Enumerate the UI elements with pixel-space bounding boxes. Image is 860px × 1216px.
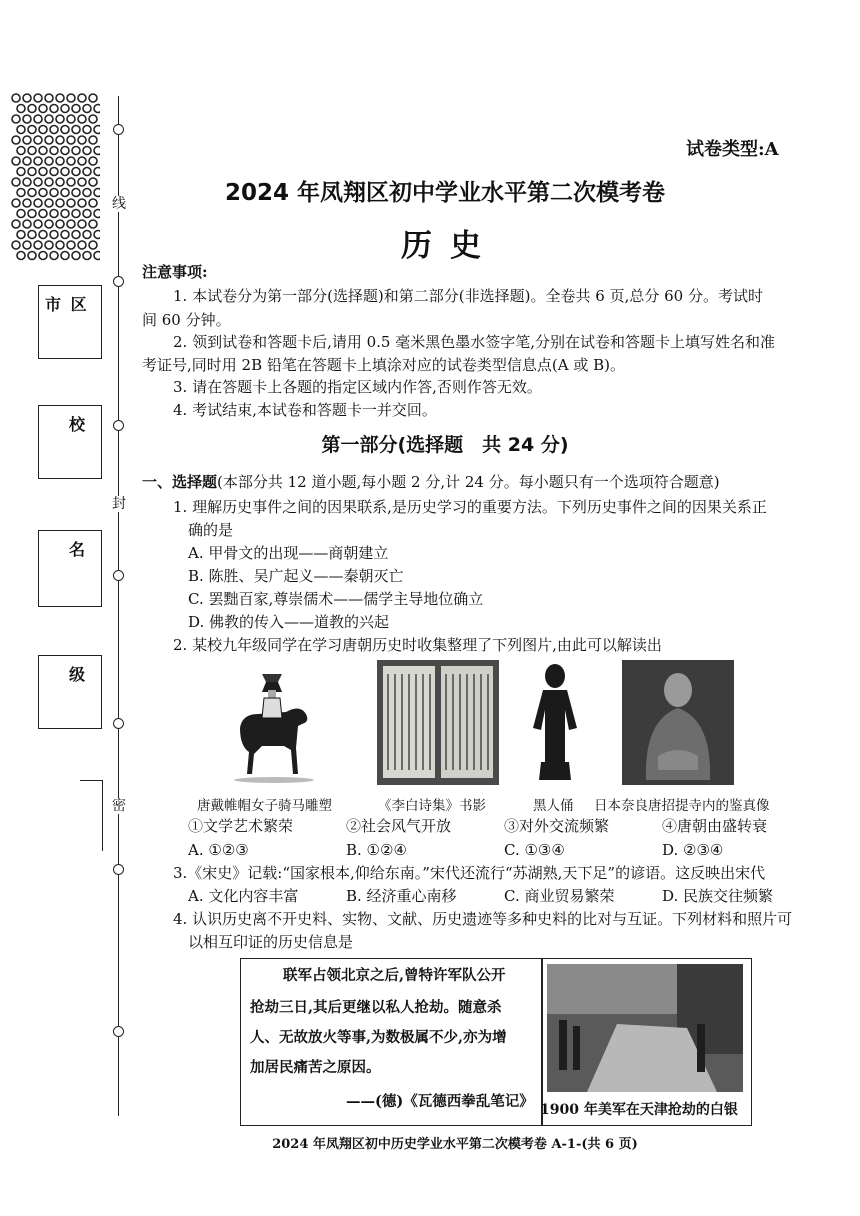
q2-option-b: B. ①②④ <box>346 841 407 859</box>
q3-option-c: C. 商业贸易繁荣 <box>504 887 615 905</box>
jianzhen-statue-image <box>622 660 734 785</box>
q1-stem: 确的是 <box>188 521 234 539</box>
quote-source: ——(德)《瓦德西拳乱笔记》 <box>346 1093 534 1110</box>
field-class <box>38 655 102 729</box>
q1-option-a: A. 甲骨文的出现——商朝建立 <box>188 544 389 562</box>
q1-option-d: D. 佛教的传入——道教的兴起 <box>188 613 390 631</box>
q1-stem: 1. 理解历史事件之间的因果联系,是历史学习的重要方法。下列历史事件之间的因果关系正 <box>173 498 767 516</box>
q2-statement: ④唐朝由盛转衰 <box>662 817 768 835</box>
notice-line: 间 60 分钟。 <box>142 311 231 329</box>
quote-line: 联军占领北京之后,曾特许军队公开 <box>283 967 506 984</box>
q3-option-d: D. 民族交往频繁 <box>662 887 774 905</box>
notice-line: 1. 本试卷分为第一部分(选择题)和第二部分(非选择题)。全卷共 6 页,总分 60 分。考试时 <box>173 287 763 305</box>
q2-stem: 2. 某校九年级同学在学习唐朝历史时收集整理了下列图片,由此可以解读出 <box>173 636 662 654</box>
field-id-corner <box>80 780 103 851</box>
q4-stem: 4. 认识历史离不开史料、实物、文献、历史遗迹等多种史料的比对与互证。下列材料和照片可 <box>173 910 793 928</box>
field-district <box>38 285 102 359</box>
field-class-label: 级 <box>69 665 88 684</box>
q2-option-c: C. ①③④ <box>504 841 565 859</box>
black-figurine-image <box>525 662 585 784</box>
page-footer: 2024 年凤翔区初中历史学业水平第二次模考卷 A-1-(共 6 页) <box>272 1137 638 1152</box>
subject-title: 历史 <box>401 228 499 264</box>
q2-option-a: A. ①②③ <box>188 841 249 859</box>
binding-mark-secret: 密 <box>112 798 126 814</box>
q4-stem: 以相互印证的历史信息是 <box>188 933 354 951</box>
q1-option-c: C. 罢黜百家,尊崇儒术——儒学主导地位确立 <box>188 590 484 608</box>
image-caption: 日本奈良唐招提寺内的鉴真像 <box>594 798 770 814</box>
section-heading <box>142 472 720 492</box>
q2-option-d: D. ②③④ <box>662 841 724 859</box>
section-note: (本部分共 12 道小题,每小题 2 分,计 24 分。每小题只有一个选项符合题意) <box>217 473 720 491</box>
binding-mark-line: 线 <box>112 196 126 212</box>
quote-line: 人、无故放火等事,为数极属不少,亦为增 <box>250 1029 507 1046</box>
field-district-label: 市 区 <box>45 295 89 314</box>
q2-statement: ③对外交流频繁 <box>504 817 610 835</box>
notice-line: 考证号,同时用 2B 铅笔在答题卡上填涂对应的试卷类型信息点(A 或 B)。 <box>142 356 625 374</box>
part-title: 第一部分(选择题 共 24 分) <box>321 434 569 456</box>
field-school-label: 校 <box>69 415 88 434</box>
binding-ring <box>113 124 124 135</box>
binding-ring <box>113 864 124 875</box>
q2-statement: ②社会风气开放 <box>346 817 452 835</box>
image-caption: 《李白诗集》书影 <box>378 798 486 814</box>
horse-rider-sculpture-image <box>222 662 322 784</box>
quote-line: 抢劫三日,其后更继以私人抢劫。随意杀 <box>250 999 502 1016</box>
binding-ring <box>113 570 124 581</box>
paper-type: 试卷类型:A <box>686 139 779 160</box>
notice-line: 4. 考试结束,本试卷和答题卡一并交回。 <box>173 401 437 419</box>
li-bai-poetry-book-image <box>377 660 499 785</box>
binding-mark-seal: 封 <box>112 496 126 512</box>
section-heading-label: 一、选择题 <box>142 473 218 491</box>
q1-option-b: B. 陈胜、吴广起义——秦朝灭亡 <box>188 567 404 585</box>
field-name <box>38 530 102 607</box>
binding-ring <box>113 1026 124 1037</box>
notice-line: 2. 领到试卷和答题卡后,请用 0.5 毫米黑色墨水签字笔,分别在试卷和答题卡上填写姓名和准 <box>173 333 776 351</box>
quote-line: 加居民痛苦之原因。 <box>250 1059 381 1076</box>
q3-option-a: A. 文化内容丰富 <box>188 887 299 905</box>
exam-title: 2024 年凤翔区初中学业水平第二次模考卷 <box>224 180 666 206</box>
binding-ring <box>113 718 124 729</box>
q2-statement: ①文学艺术繁荣 <box>188 817 294 835</box>
photo-caption: 1900 年美军在天津抢劫的白银 <box>540 1102 738 1118</box>
q3-option-b: B. 经济重心南移 <box>346 887 457 905</box>
image-caption: 唐戴帷帽女子骑马雕塑 <box>197 798 332 814</box>
field-name-label: 名 <box>69 540 88 559</box>
notice-heading: 注意事项: <box>142 263 208 281</box>
tianjin-silver-photo <box>547 964 743 1092</box>
binding-ring <box>113 276 124 287</box>
image-caption: 黑人俑 <box>533 798 574 814</box>
q3-stem: 3.《宋史》记载:“国家根本,仰给东南。”宋代还流行“苏湖熟,天下足”的谚语。这反映出宋代 <box>173 864 766 882</box>
notice-line: 3. 请在答题卡上各题的指定区域内作答,否则作答无效。 <box>173 378 542 396</box>
